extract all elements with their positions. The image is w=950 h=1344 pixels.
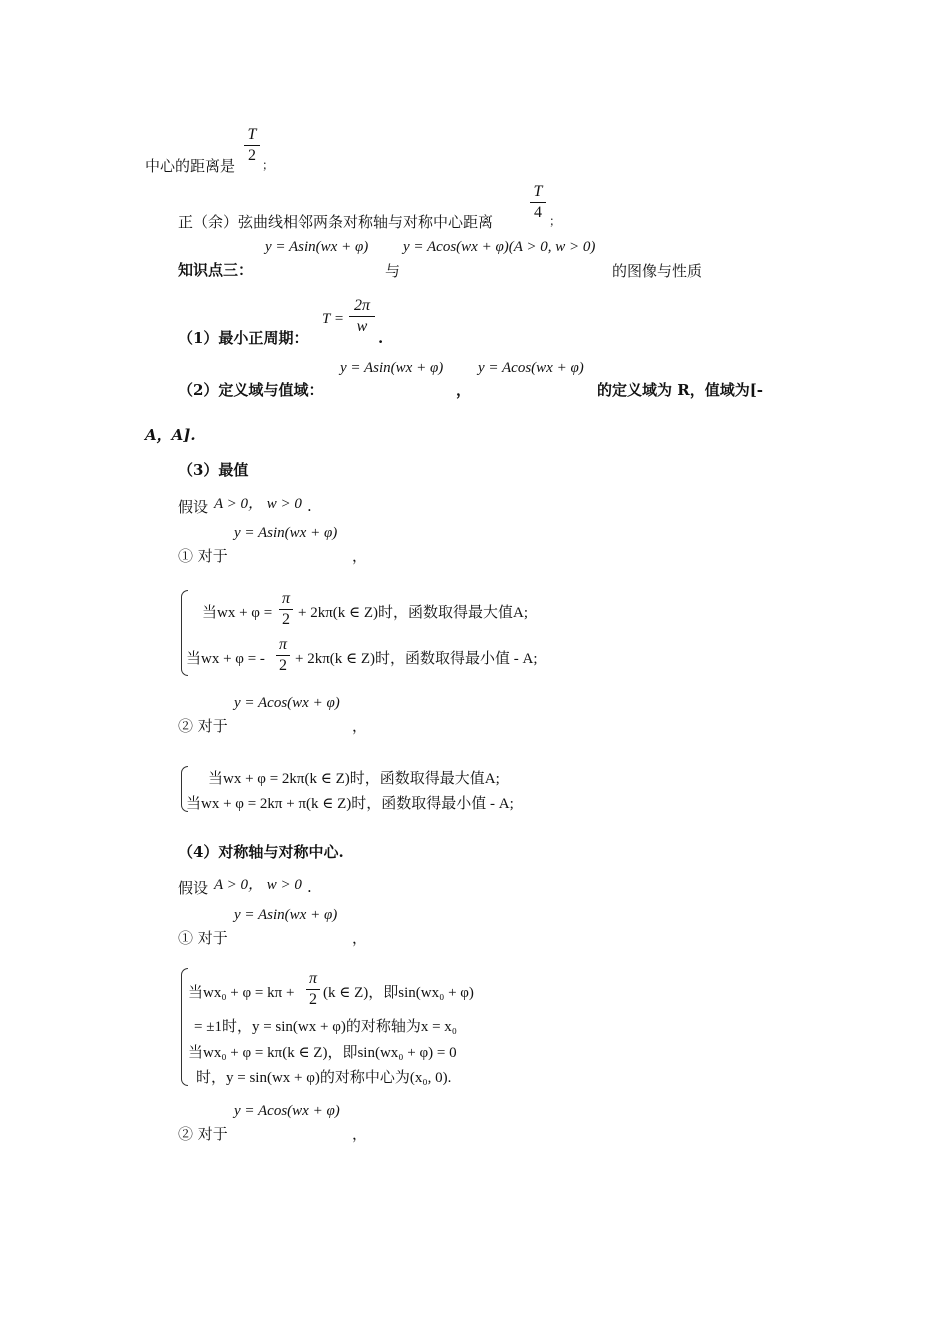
heading-extrema: （3）最值	[178, 461, 249, 479]
fraction-pi-over-2	[306, 970, 320, 1009]
fraction-numerator: π	[281, 590, 290, 607]
text-assume: 假设	[178, 879, 209, 897]
formula-asin: y = Asin(wx + φ)	[234, 525, 338, 541]
fraction-numerator: π	[308, 970, 317, 987]
formula-acos: y = Acos(wx + φ)	[234, 1103, 340, 1119]
formula-acos-conditions: y = Acos(wx + φ)(A > 0, w > 0)	[403, 239, 596, 255]
text-axis-center-distance: 正（余）弦曲线相邻两条对称轴与对称中心距离	[178, 213, 494, 231]
fraction-bar	[244, 145, 260, 146]
comma: ，	[352, 717, 368, 735]
fraction-denominator: w	[356, 318, 368, 335]
item-label-1: ① 对于	[178, 929, 228, 947]
item-label-1: ① 对于	[178, 547, 228, 565]
fraction-denominator: 2	[282, 611, 290, 628]
heading-domain-range: （2）定义域与值域：	[178, 381, 324, 399]
fraction-numerator: 2π	[353, 297, 370, 314]
fraction-pi-over-2	[276, 636, 290, 675]
symmetry-center-result: 时，y = sin(wx + φ)的对称中心为(x₀, 0).	[196, 1070, 452, 1086]
conjunction: 与	[385, 262, 401, 280]
formula-asin: y = Asin(wx + φ)	[340, 360, 444, 376]
fraction-denominator: 2	[309, 991, 317, 1008]
fraction-bar	[349, 316, 375, 317]
comma: ，	[352, 929, 368, 947]
case-min-sin-pre: 当wx + φ = -	[186, 651, 265, 667]
fraction-bar	[276, 655, 290, 656]
section-title-kp3: 知识点三：	[178, 261, 254, 279]
dot: .	[307, 497, 312, 515]
semicolon: ；	[549, 214, 562, 228]
condition-a-w-positive: A > 0， w > 0	[214, 877, 302, 893]
period-lhs: T =	[322, 311, 344, 327]
fraction-numerator: π	[278, 636, 287, 653]
symmetry-center-condition: 当wx₀ + φ = kπ(k ∈ Z)，即sin(wx₀ + φ) = 0	[188, 1045, 457, 1061]
symmetry-axis-condition-pre: 当wx₀ + φ = kπ +	[188, 985, 295, 1001]
brace-left	[181, 968, 188, 1086]
formula-asin: y = Asin(wx + φ)	[265, 239, 369, 255]
text-graph-properties: 的图像与性质	[612, 262, 703, 280]
fraction-numerator: T	[533, 183, 543, 200]
case-min-sin-post: + 2kπ(k ∈ Z)时，函数取得最小值 - A;	[295, 651, 538, 667]
fraction-bar	[279, 609, 293, 610]
dot: .	[307, 878, 312, 896]
case-max-cos: 当wx + φ = 2kπ(k ∈ Z)时，函数取得最大值A;	[208, 771, 500, 787]
text-domain-range: 的定义域为 R，值域为[-	[597, 381, 764, 399]
fraction-denominator: 2	[248, 147, 256, 164]
item-label-2: ② 对于	[178, 1125, 228, 1143]
fraction-numerator: T	[247, 126, 257, 143]
fraction-pi-over-2	[279, 590, 293, 629]
formula-acos: y = Acos(wx + φ)	[478, 360, 584, 376]
symmetry-axis-result: = ±1时，y = sin(wx + φ)的对称轴为x = x₀	[194, 1019, 458, 1035]
comma: ，	[352, 547, 368, 565]
fraction-bar	[530, 202, 546, 203]
item-label-2: ② 对于	[178, 717, 228, 735]
comma: ，	[352, 1125, 368, 1143]
case-min-cos: 当wx + φ = 2kπ + π(k ∈ Z)时，函数取得最小值 - A;	[186, 796, 514, 812]
text-center-distance: 中心的距离是	[145, 157, 236, 175]
condition-a-w-positive: A > 0， w > 0	[214, 496, 302, 512]
text-assume: 假设	[178, 498, 209, 516]
fraction-t-over-4	[530, 183, 546, 222]
text-range-end: A，A].	[145, 426, 196, 444]
fraction-denominator: 2	[279, 657, 287, 674]
symmetry-axis-condition-post: (k ∈ Z)，即sin(wx₀ + φ)	[323, 985, 474, 1001]
case-max-sin-post: + 2kπ(k ∈ Z)时，函数取得最大值A;	[298, 605, 529, 621]
heading-min-period: （1）最小正周期：	[178, 329, 309, 347]
fraction-denominator: 4	[534, 204, 542, 221]
period-dot: .	[378, 329, 384, 347]
fraction-t-over-2	[244, 126, 260, 165]
formula-asin: y = Asin(wx + φ)	[234, 907, 338, 923]
fraction-2pi-over-w	[349, 297, 375, 336]
fraction-bar	[306, 989, 320, 990]
semicolon: ；	[262, 158, 275, 172]
formula-acos: y = Acos(wx + φ)	[234, 695, 340, 711]
heading-symmetry: （4）对称轴与对称中心.	[178, 843, 344, 861]
comma: ，	[456, 381, 472, 399]
case-max-sin-pre: 当wx + φ =	[202, 605, 273, 621]
